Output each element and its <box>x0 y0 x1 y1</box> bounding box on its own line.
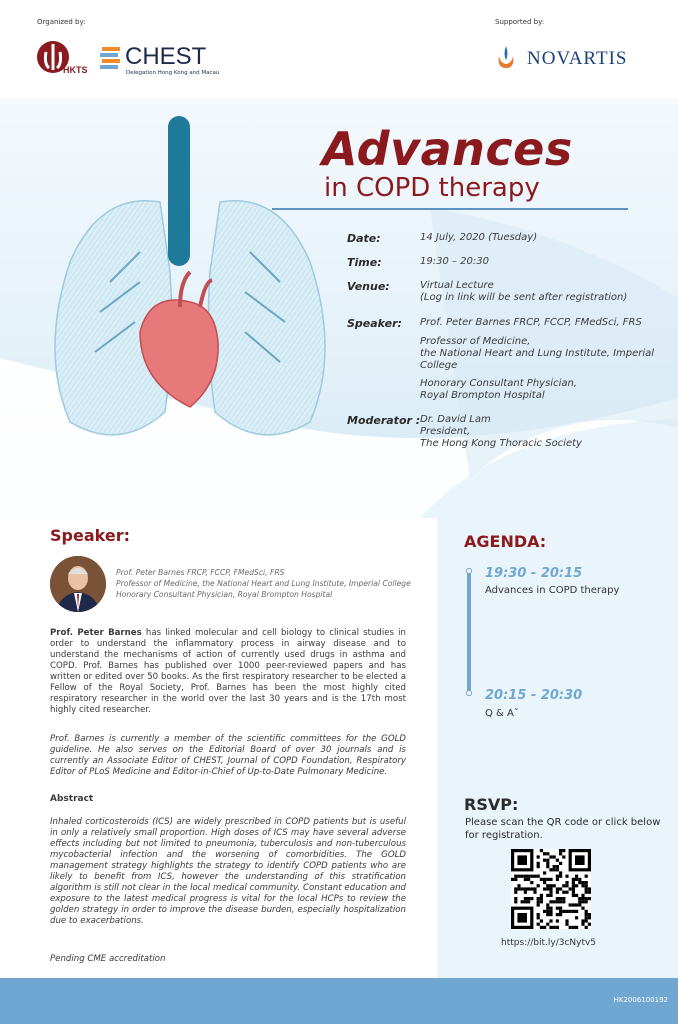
registration-link[interactable]: https://bit.ly/3cNytv5 <box>501 938 597 948</box>
agenda-item-desc-2: Q & Aˇ <box>485 708 519 719</box>
moderator-line1: Dr. David Lam <box>420 414 491 425</box>
speaker-bio-name: Prof. Peter Barnes <box>50 628 142 638</box>
hkts-logo <box>36 40 88 78</box>
lungs-heart-illustration <box>40 112 340 452</box>
chest-logo-text: CHEST <box>125 43 207 70</box>
hkts-logo-text: HKTS <box>63 65 88 75</box>
time-value: 19:30 – 20:30 <box>420 256 489 267</box>
speaker-line2: Professor of Medicine, <box>420 336 531 347</box>
agenda-timeline <box>466 568 472 696</box>
cme-note: Pending CME accreditation <box>50 954 166 964</box>
agenda-item-time-2: 20:15 - 20:30 <box>485 688 583 703</box>
supported-by-label: Supported by: <box>495 18 545 26</box>
lungs-icon <box>40 112 340 452</box>
speaker-line5: Honorary Consultant Physician, <box>420 378 577 389</box>
header <box>0 0 678 98</box>
speaker-short-title1: Prof. Peter Barnes FRCP, FCCP, FMedSci, FRS <box>116 568 285 577</box>
novartis-logo-text: NOVARTIS <box>527 48 628 69</box>
footer-code: HK2006100192 <box>613 996 668 1004</box>
venue-line1: Virtual Lecture <box>420 280 494 291</box>
speaker-line4: College <box>420 360 458 371</box>
venue-line2: (Log in link will be sent after registration) <box>420 292 628 303</box>
time-label: Time: <box>347 256 382 269</box>
organized-by-label: Organized by: <box>37 18 86 26</box>
rsvp-heading: RSVP: <box>464 795 519 814</box>
chest-logo-sub: Delegation Hong Kong and Macau <box>126 70 220 76</box>
novartis-flame-icon <box>495 44 517 70</box>
abstract-text: Inhaled corticosteroids (ICS) are widely prescribed in COPD patients but is useful in only a relatively small proportion. High doses of ICS may have several adverse effects including but not limited to pneumonia, tuberculosis and non-tuberculous mycobacterial infection and the worsening of comorbidities. The GOLD management strategy highlights the strategy to identify COPD patients who are likely to benefit from ICS, however the understanding of this stratification algorithm is still not clear in the local medical community. Constant education and exposure to the latest medical progress is vital for the local HCPs to review the golden strategy in order to improve the disease burden, especially hospitalization due to exacerbations. <box>50 817 406 926</box>
agenda-heading: AGENDA: <box>464 532 547 551</box>
speaker-bio-text: has linked molecular and cell biology to clinical studies in order to understand the inflammatory process in airway disease and to understand the mechanisms of action of currently used drugs in asthma and COPD. Prof. Barnes has published over 1000 peer-reviewed papers and has written or edited over 50 books. As the first respiratory researcher to be elected a Fellow of the Royal Society, Prof. Barnes has been the most highly cited respiratory researcher in the world over the last 30 years and is the 17th most highly cited researcher. <box>50 628 406 715</box>
speaker-short-title3: Honorary Consultant Physician, Royal Brompton Hospital <box>116 590 333 599</box>
abstract-heading: Abstract <box>50 794 94 804</box>
speaker-short-title2: Professor of Medicine, the National Heart and Lung Institute, Imperial College <box>116 579 411 588</box>
chest-logo <box>100 43 220 77</box>
event-title-line2: in COPD therapy <box>324 173 540 203</box>
rsvp-instructions: Please scan the QR code or click below for registration. <box>465 817 661 841</box>
moderator-line3: The Hong Kong Thoracic Society <box>420 438 582 449</box>
qr-code-icon <box>511 849 591 929</box>
novartis-logo <box>495 44 645 74</box>
speaker-label: Speaker: <box>347 317 402 330</box>
speaker-line1: Prof. Peter Barnes FRCP, FCCP, FMedSci, FRS <box>420 317 642 328</box>
venue-label: Venue: <box>347 280 390 293</box>
date-label: Date: <box>347 232 381 245</box>
agenda-item-time-1: 19:30 - 20:15 <box>485 566 583 581</box>
title-divider <box>272 208 628 210</box>
speaker-bio-paragraph1 <box>50 628 406 716</box>
registration-qr-code[interactable] <box>511 849 591 929</box>
speaker-line6: Royal Brompton Hospital <box>420 390 545 401</box>
speaker-bio-paragraph2: Prof. Barnes is currently a member of the scientific committees for the GOLD guideline. He also serves on the Editorial Board of over 30 journals and is currently an Associate Editor of CHEST, Journal of COPD Foundation, Respiratory Editor of PLoS Medicine and Editor-in-Chief of Up-to-Date Pulmonary Medicine. <box>50 734 406 777</box>
agenda-item-desc-1: Advances in COPD therapy <box>485 585 620 596</box>
timeline-dot-start <box>466 568 472 574</box>
timeline-dot-end <box>466 690 472 696</box>
event-title-line1: Advances <box>322 122 573 176</box>
speaker-section-heading: Speaker: <box>50 526 130 545</box>
chest-stripes-icon <box>100 45 122 73</box>
moderator-label: Moderator : <box>347 414 421 427</box>
speaker-line3: the National Heart and Lung Institute, Imperial <box>420 348 655 359</box>
footer-bar <box>0 978 678 1024</box>
speaker-avatar <box>50 556 106 612</box>
date-value: 14 July, 2020 (Tuesday) <box>420 232 538 243</box>
moderator-line2: President, <box>420 426 471 437</box>
